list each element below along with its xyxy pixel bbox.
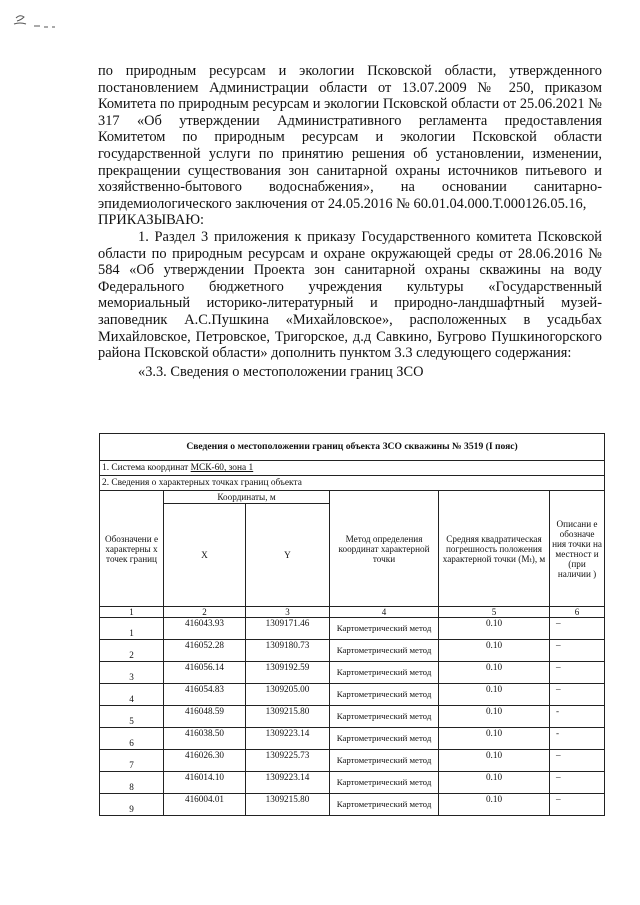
- error-cell: 0.10: [439, 706, 550, 728]
- column-number: 5: [439, 607, 550, 618]
- description-cell: -: [550, 706, 605, 728]
- column-number: 6: [550, 607, 605, 618]
- method-cell: Картометрический метод: [330, 662, 439, 684]
- error-cell: 0.10: [439, 794, 550, 816]
- scan-corner-mark-icon: [4, 8, 64, 38]
- x-coordinate-cell: 416004.01: [164, 794, 246, 816]
- method-cell: Картометрический метод: [330, 706, 439, 728]
- error-cell: 0.10: [439, 640, 550, 662]
- method-cell: Картометрический метод: [330, 750, 439, 772]
- point-number-cell: 3: [100, 662, 164, 684]
- description-cell: -: [550, 728, 605, 750]
- error-cell: 0.10: [439, 618, 550, 640]
- method-cell: Картометрический метод: [330, 794, 439, 816]
- x-coordinate-cell: 416054.83: [164, 684, 246, 706]
- y-coordinate-cell: 1309180.73: [246, 640, 330, 662]
- header-x: X: [164, 504, 246, 607]
- table-row: [100, 618, 605, 640]
- x-coordinate-cell: 416038.50: [164, 728, 246, 750]
- error-cell: 0.10: [439, 662, 550, 684]
- header-coordinates: Координаты, м: [164, 491, 330, 504]
- coord-system-row: [100, 461, 605, 476]
- table-row: [100, 684, 605, 706]
- x-coordinate-cell: 416026.30: [164, 750, 246, 772]
- table-row: [100, 640, 605, 662]
- column-number: 1: [100, 607, 164, 618]
- description-cell: –: [550, 640, 605, 662]
- x-coordinate-cell: 416056.14: [164, 662, 246, 684]
- description-cell: –: [550, 662, 605, 684]
- column-number: 4: [330, 607, 439, 618]
- x-coordinate-cell: 416043.93: [164, 618, 246, 640]
- coord-system-label: 1. Система координат: [102, 463, 191, 473]
- paragraph-basis: по природным ресурсам и экологии Псковской области, утвержденного постановлением Администрации области от 13.07.2009 № 250, приказом Комитета по природным ресурсам и экологии Псковской области от 25.06.2021 № 317 «Об утверждении Административного регламента предоставления Комитетом по природным ресурсам и экологии Псковской области государственной услуги по принятию решения об установлении, изменении, прекращении существования зон санитарной охраны источников питьевого и хозяйственно-бытового водоснабжения», на основании санитарно-эпидемиологического заключения от 24.05.2016 № 60.01.04.000.Т.000126.05.16,: [98, 63, 602, 212]
- header-y: Y: [246, 504, 330, 607]
- table-title: Сведения о местоположении границ объекта ЗСО скважины № 3519 (I пояс): [100, 434, 605, 461]
- y-coordinate-cell: 1309223.14: [246, 728, 330, 750]
- point-number-cell: 4: [100, 684, 164, 706]
- y-coordinate-cell: 1309192.59: [246, 662, 330, 684]
- paragraph-order-item-1: 1. Раздел 3 приложения к приказу Государственного комитета Псковской области по природным ресурсам и охране окружающей среды от 28.06.2016 № 584 «Об утверждении Проекта зон санитарной охраны скважины на воду Федерального бюджетного учреждения культуры «Государственный мемориальный историко-литературный и природно-ландшафтный музей-заповедник А.С.Пушкина «Михайловское», расположенных в усадьбах Михайловское, Петровское, Тригорское, д.д Савкино, Бугрово Пушкиногорского района Псковской области» дополнить пунктом 3.3 следующего содержания:: [98, 228, 602, 362]
- table-row: [100, 794, 605, 816]
- description-cell: –: [550, 794, 605, 816]
- column-number: 2: [164, 607, 246, 618]
- point-number-cell: 5: [100, 706, 164, 728]
- section-subheading: «3.3. Сведения о местоположении границ ЗСО: [138, 363, 424, 380]
- points-section-label: 2. Сведения о характерных точках границ объекта: [100, 476, 605, 491]
- coord-system-value: МСК-60, зона 1: [190, 463, 254, 473]
- error-cell: 0.10: [439, 684, 550, 706]
- method-cell: Картометрический метод: [330, 772, 439, 794]
- table-row: [100, 728, 605, 750]
- table-row: [100, 772, 605, 794]
- point-number-cell: 2: [100, 640, 164, 662]
- method-cell: Картометрический метод: [330, 618, 439, 640]
- table-row: [100, 750, 605, 772]
- table-row: [100, 706, 605, 728]
- point-number-cell: 7: [100, 750, 164, 772]
- point-number-cell: 6: [100, 728, 164, 750]
- zso-boundary-table: [99, 433, 605, 816]
- description-cell: –: [550, 618, 605, 640]
- column-number: 3: [246, 607, 330, 618]
- letter-body: [98, 63, 602, 380]
- header-description: Описани е обозначе ния точки на местност и (при наличии ): [550, 491, 605, 607]
- description-cell: –: [550, 684, 605, 706]
- header-point-name: Обозначени е характерны х точек границ: [100, 491, 164, 607]
- y-coordinate-cell: 1309223.14: [246, 772, 330, 794]
- header-error: Средняя квадратическая погрешность положения характерной точки (Mₜ), м: [439, 491, 550, 607]
- method-cell: Картометрический метод: [330, 640, 439, 662]
- error-cell: 0.10: [439, 772, 550, 794]
- method-cell: Картометрический метод: [330, 728, 439, 750]
- x-coordinate-cell: 416052.28: [164, 640, 246, 662]
- point-number-cell: 1: [100, 618, 164, 640]
- y-coordinate-cell: 1309225.73: [246, 750, 330, 772]
- y-coordinate-cell: 1309205.00: [246, 684, 330, 706]
- point-number-cell: 9: [100, 794, 164, 816]
- point-number-cell: 8: [100, 772, 164, 794]
- y-coordinate-cell: 1309215.80: [246, 706, 330, 728]
- table-row: [100, 662, 605, 684]
- error-cell: 0.10: [439, 728, 550, 750]
- order-word: ПРИКАЗЫВАЮ:: [98, 212, 205, 229]
- header-method: Метод определения координат характерной точки: [330, 491, 439, 607]
- description-cell: –: [550, 772, 605, 794]
- x-coordinate-cell: 416014.10: [164, 772, 246, 794]
- x-coordinate-cell: 416048.59: [164, 706, 246, 728]
- error-cell: 0.10: [439, 750, 550, 772]
- method-cell: Картометрический метод: [330, 684, 439, 706]
- y-coordinate-cell: 1309215.80: [246, 794, 330, 816]
- y-coordinate-cell: 1309171.46: [246, 618, 330, 640]
- description-cell: –: [550, 750, 605, 772]
